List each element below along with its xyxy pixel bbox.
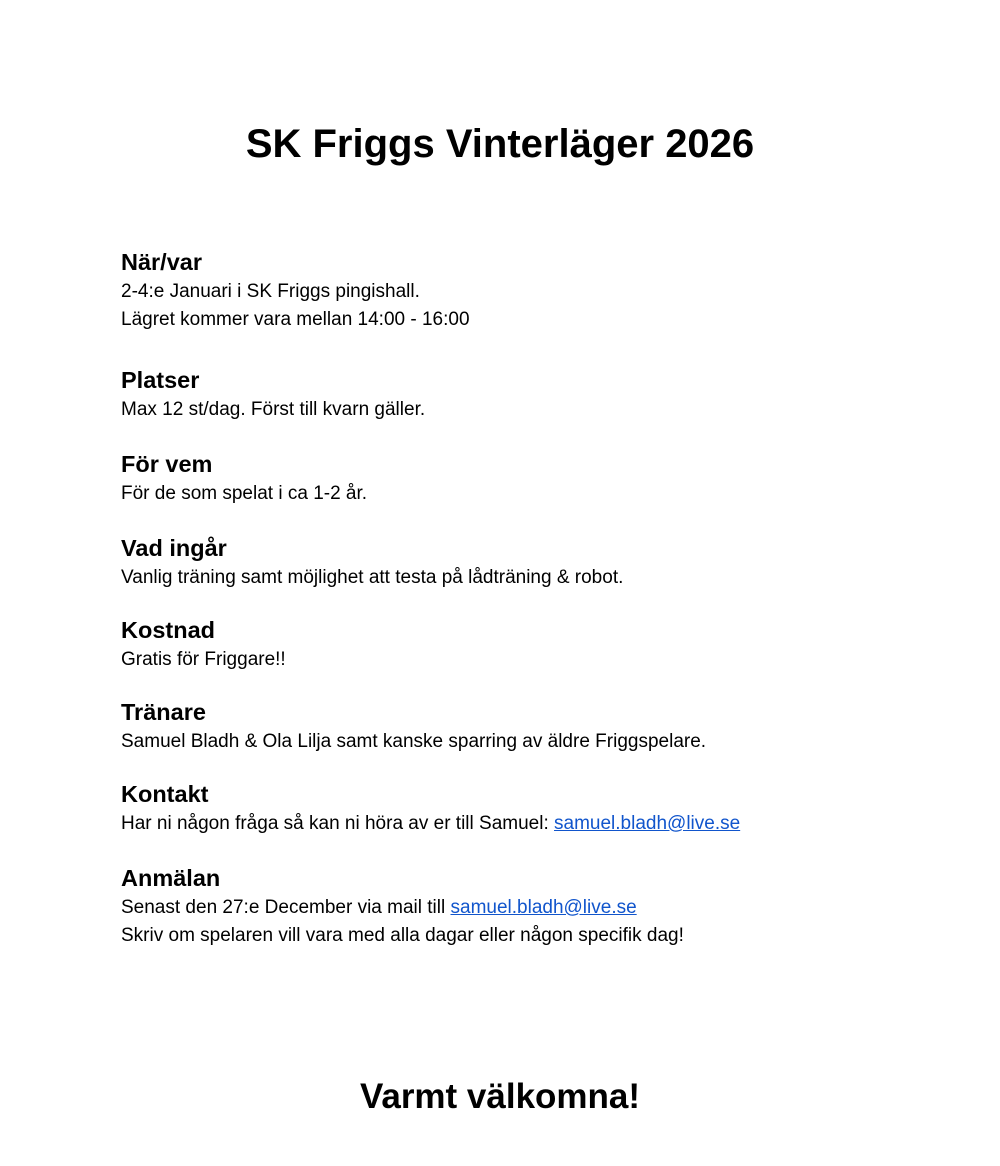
section-heading: Tränare — [121, 699, 206, 725]
section-heading: När/var — [121, 249, 202, 275]
contact-email-link[interactable]: samuel.bladh@live.se — [554, 813, 741, 834]
section-heading: Anmälan — [121, 865, 221, 891]
section-text: Lägret kommer vara mellan 14:00 - 16:00 — [121, 309, 470, 330]
section-tranare — [121, 696, 941, 778]
section-heading: Vad ingår — [121, 535, 227, 561]
section-nar-var — [121, 246, 941, 364]
section-platser — [121, 364, 941, 448]
section-heading: Kontakt — [121, 781, 209, 807]
section-text — [121, 810, 941, 838]
section-text: Max 12 st/dag. Först till kvarn gäller. — [121, 399, 426, 420]
section-text: 2-4:e Januari i SK Friggs pingishall. — [121, 281, 420, 302]
section-for-vem — [121, 448, 941, 532]
section-heading: För vem — [121, 451, 213, 477]
section-text: Samuel Bladh & Ola Lilja samt kanske sparring av äldre Friggspelare. — [121, 731, 707, 752]
section-heading: Kostnad — [121, 617, 215, 643]
section-anmalan — [121, 862, 941, 946]
registration-text: Senast den 27:e December via mail till — [121, 897, 451, 918]
document-body — [121, 246, 941, 946]
section-text: Vanlig träning samt möjlighet att testa på lådträning & robot. — [121, 567, 624, 588]
section-text — [121, 894, 941, 922]
contact-text: Har ni någon fråga så kan ni höra av er till Samuel: — [121, 813, 555, 834]
section-text: Gratis för Friggare!! — [121, 649, 286, 670]
section-kontakt — [121, 778, 941, 862]
section-text: Skriv om spelaren vill vara med alla dagar eller någon specifik dag! — [121, 925, 684, 946]
registration-email-link[interactable]: samuel.bladh@live.se — [450, 897, 637, 918]
section-heading: Platser — [121, 367, 200, 393]
closing-greeting: Varmt välkomna! — [359, 1077, 641, 1116]
section-vad-ingar — [121, 532, 941, 614]
section-text: För de som spelat i ca 1-2 år. — [121, 483, 368, 504]
section-kostnad — [121, 614, 941, 696]
document-title: SK Friggs Vinterläger 2026 — [245, 122, 755, 166]
